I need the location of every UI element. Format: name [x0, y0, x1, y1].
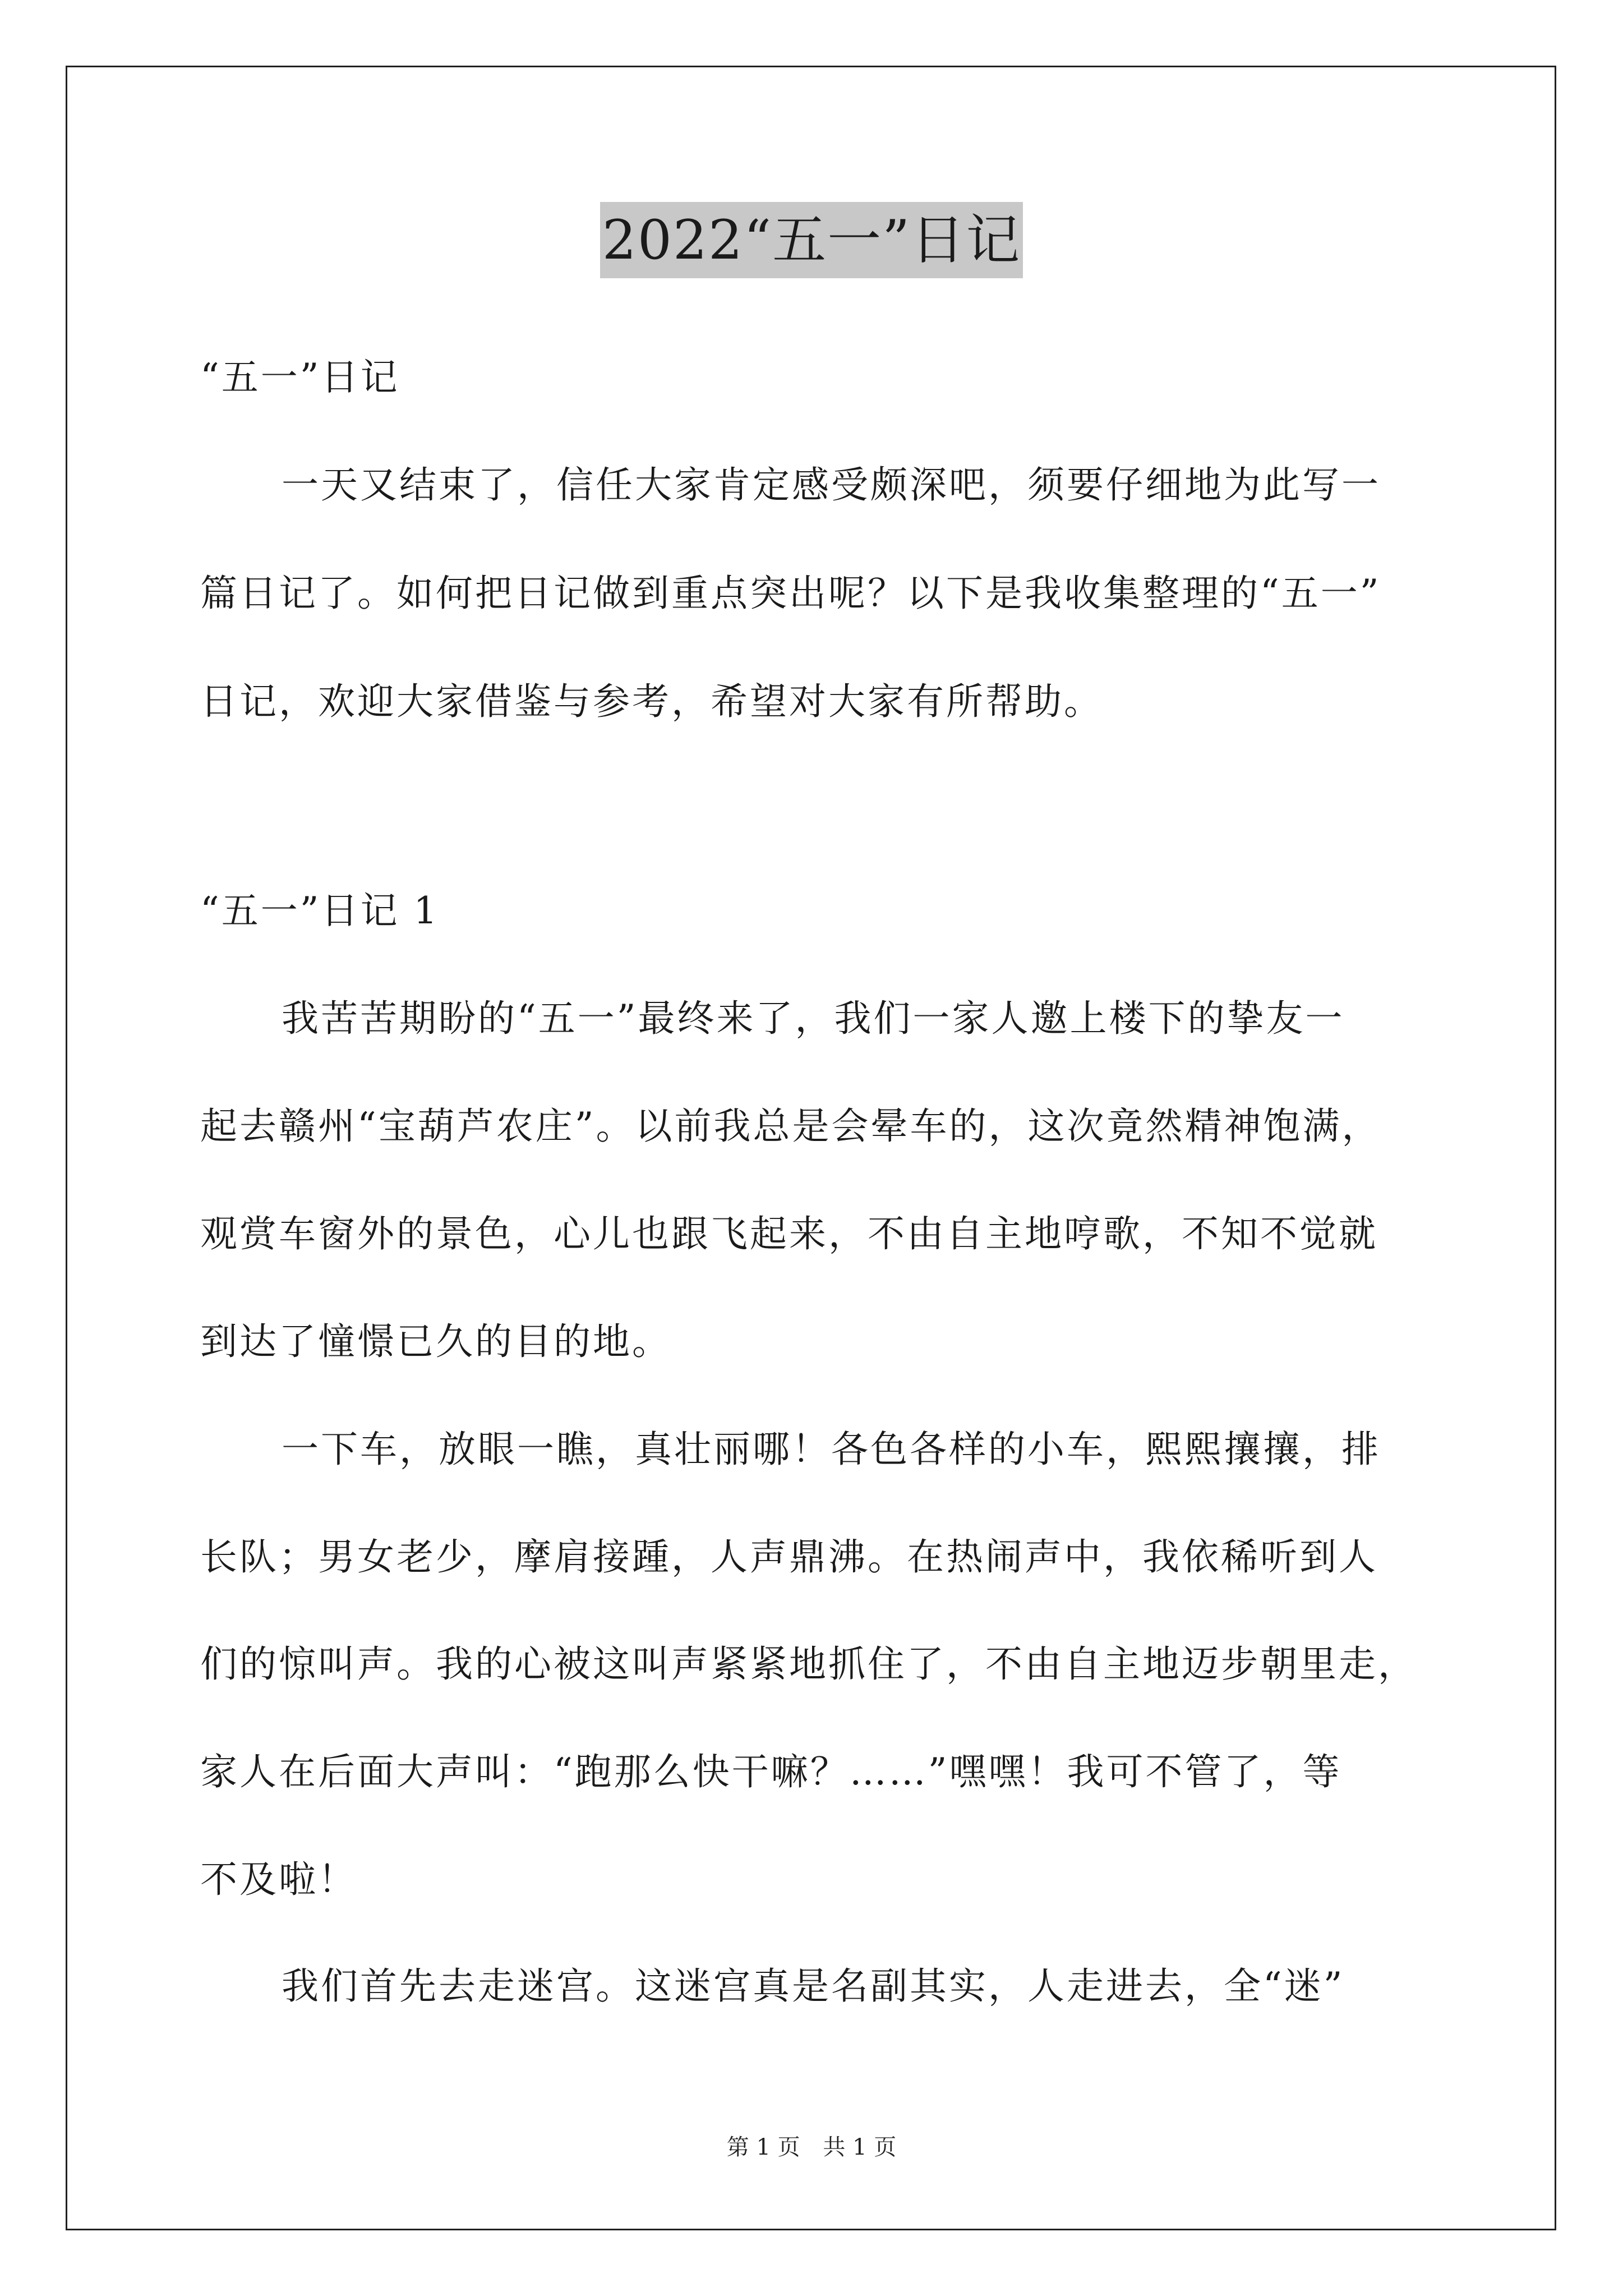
- paragraph-line: 观赏车窗外的景色，心儿也跟飞起来，不由自主地哼歌，不知不觉就: [200, 1212, 1378, 1255]
- intro-line: 一天又结束了，信任大家肯定感受颇深吧，须要仔细地为此写一: [282, 463, 1381, 507]
- paragraph-line: 们的惊叫声。我的心被这叫声紧紧地抓住了，不由自主地迈步朝里走，: [200, 1642, 1417, 1686]
- paragraph-line: 到达了憧憬已久的目的地。: [200, 1320, 671, 1363]
- paragraph-line: 起去赣州“宝葫芦农庄”。以前我总是会晕车的，这次竟然精神饱满，: [200, 1105, 1381, 1148]
- paragraph-line: 家人在后面大声叫：“跑那么快干嘛？……”嘿嘿！我可不管了，等: [200, 1750, 1342, 1793]
- document-subtitle: “五一”日记: [200, 356, 400, 399]
- page-footer: [0, 2132, 1623, 2163]
- document-title-text: 2022“五一”日记: [600, 202, 1023, 278]
- paragraph-line: 我苦苦期盼的“五一”最终来了，我们一家人邀上楼下的挚友一: [282, 997, 1345, 1040]
- page-number: 第 1 页: [726, 2134, 800, 2160]
- section-heading: “五一”日记 1: [200, 889, 440, 932]
- intro-line: 篇日记了。如何把日记做到重点突出呢？以下是我收集整理的“五一”: [200, 572, 1381, 615]
- paragraph-line: 一下车，放眼一瞧，真壮丽哪！各色各样的小车，熙熙攘攘，排: [282, 1428, 1381, 1471]
- page-total: 共 1 页: [823, 2134, 897, 2160]
- paragraph-line: 不及啦！: [200, 1858, 357, 1901]
- document-title: [0, 202, 1623, 278]
- paragraph-line: 长队；男女老少，摩肩接踵，人声鼎沸。在热闹声中，我依稀听到人: [200, 1535, 1378, 1579]
- paragraph-line: 我们首先去走迷宫。这迷宫真是名副其实，人走进去，全“迷”: [282, 1964, 1345, 2008]
- intro-line: 日记，欢迎大家借鉴与参考，希望对大家有所帮助。: [200, 680, 1103, 723]
